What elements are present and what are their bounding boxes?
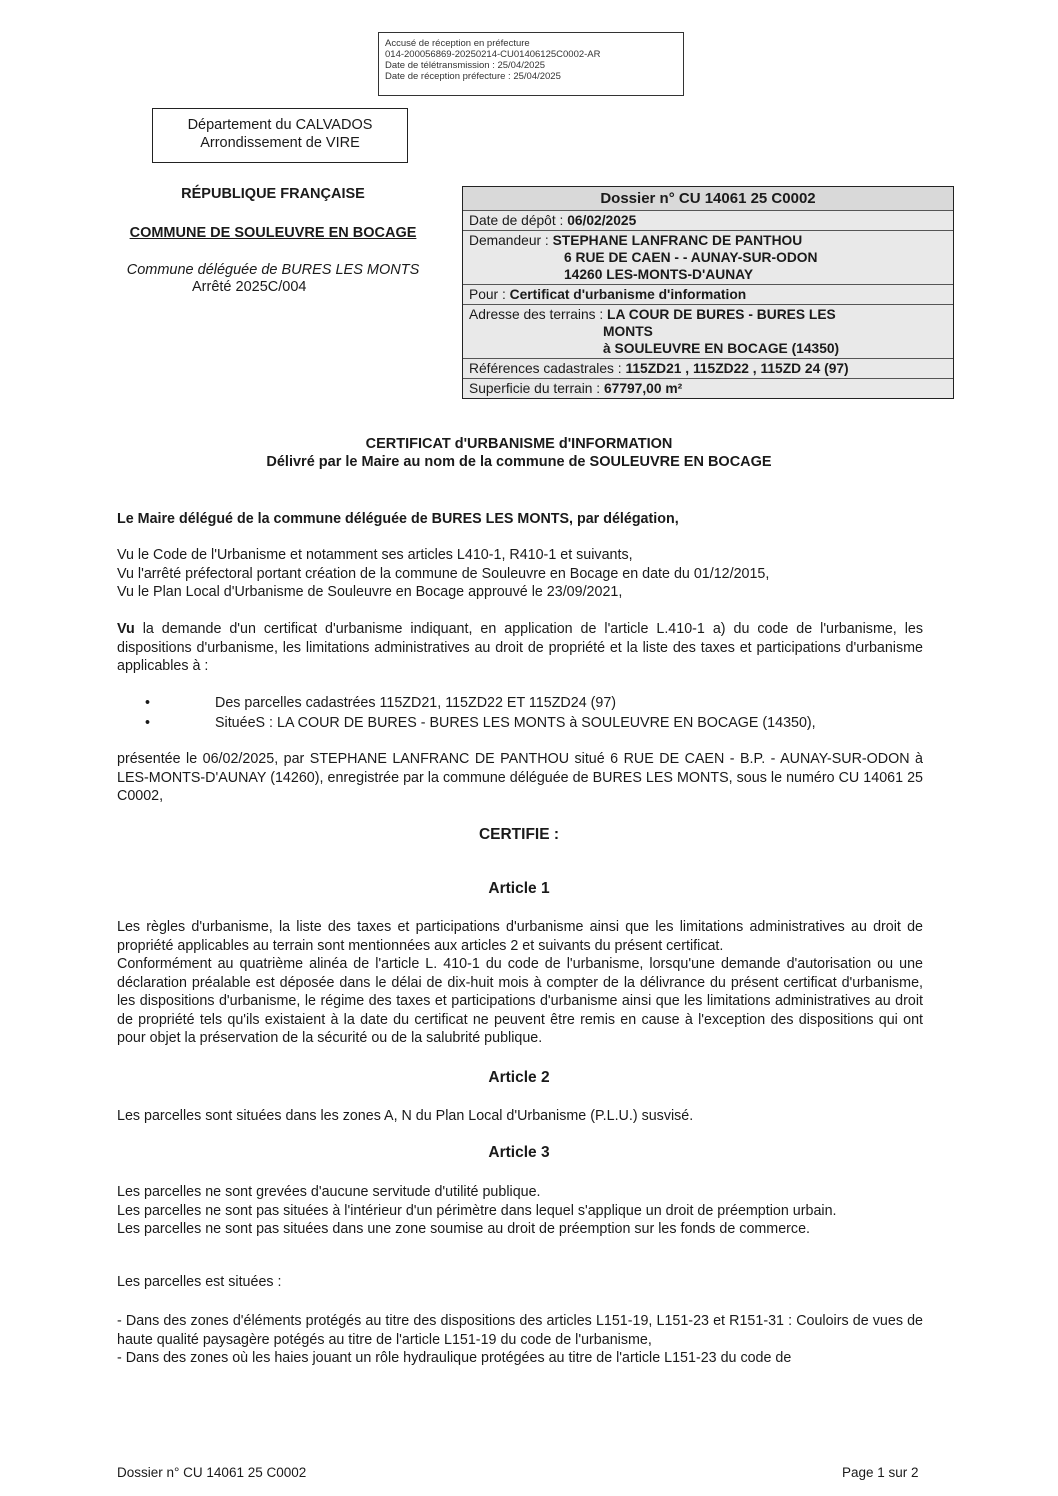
bullet-text: SituéeS : LA COUR DE BURES - BURES LES MONTS à SOULEUVRE EN BOCAGE (14350),	[215, 715, 816, 731]
pour-row	[463, 284, 953, 304]
vu-bold: Vu	[117, 621, 135, 637]
article1-p1: Les règles d'urbanisme, la liste des taxes et participations d'urbanisme ainsi que les limitations administratives au droit de propriété applicables au terrain sont mentionnées aux articles 2 et suivants du présent certificat.	[117, 919, 923, 954]
date-depot-label: Date de dépôt :	[469, 213, 564, 228]
article2-text: Les parcelles sont situées dans les zones A, N du Plan Local d'Urbanisme (P.L.U.) susvisé.	[117, 1108, 694, 1124]
adresse-value: LA COUR DE BURES - BURES LES	[607, 307, 836, 322]
certifie-heading: CERTIFIE :	[478, 826, 560, 843]
title-line2: Délivré par le Maire au nom de la commune de SOULEUVRE EN BOCAGE	[266, 454, 772, 470]
superficie-value: 67797,00 m²	[603, 381, 683, 396]
stamp-line: Date de télétransmission : 25/04/2025	[385, 60, 546, 71]
refs-row	[463, 358, 953, 378]
commune-heading: COMMUNE DE SOULEUVRE EN BOCAGE	[129, 225, 417, 241]
vu-code: Vu le Code de l'Urbanisme et notamment ses articles L410-1, R410-1 et suivants,	[117, 547, 633, 563]
footer-page: Page 1 sur 2	[842, 1465, 919, 1480]
arrondissement: Arrondissement de VIRE	[200, 135, 360, 151]
pour-value: Certificat d'urbanisme d'information	[509, 287, 747, 302]
superficie-row	[463, 378, 953, 398]
republique-heading: RÉPUBLIQUE FRANÇAISE	[181, 186, 365, 202]
date-depot-row	[463, 210, 953, 230]
title-line1: CERTIFICAT d'URBANISME d'INFORMATION	[365, 436, 673, 452]
demandeur-name: STEPHANE LANFRANC DE PANTHOU	[552, 233, 803, 248]
article3-p6: - Dans des zones où les haies jouant un rôle hydraulique protégées au titre de l'article L151-23 du code de	[117, 1350, 792, 1366]
article3-p4: Les parcelles est situées :	[117, 1274, 282, 1290]
vu-demande	[117, 620, 923, 676]
stamp-line: 014-200056869-20250214-CU01406125C0002-AR	[385, 49, 601, 60]
article3-p5: - Dans des zones d'éléments protégés au titre des dispositions des articles L151-19, L151-23 et R151-31 : Couloirs de vues de haute qualité paysagère potégés au titre de l'article L151-19 du code de l'urbanisme,	[117, 1313, 923, 1348]
departement: Département du CALVADOS	[187, 117, 373, 133]
article1-heading: Article 1	[488, 880, 550, 897]
refs-value: 115ZD21 , 115ZD22 , 115ZD 24 (97)	[625, 361, 849, 376]
superficie-label: Superficie du terrain :	[469, 381, 601, 396]
presentee-paragraph: présentée le 06/02/2025, par STEPHANE LANFRANC DE PANTHOU situé 6 RUE DE CAEN - B.P. - AUNAY-SUR-ODON à LES-MONTS-D'AUNAY (14260), enregistrée par la commune déléguée de BURES LES MONTS, sous le numéro CU 14061 25 C0002,	[117, 751, 923, 804]
maire-line: Le Maire délégué de la commune déléguée de BURES LES MONTS, par délégation,	[117, 511, 679, 527]
article3-p1: Les parcelles ne sont grevées d'aucune servitude d'utilité publique.	[117, 1184, 541, 1200]
pour-label: Pour :	[469, 287, 506, 302]
department-box	[152, 108, 408, 163]
bullet-text: Des parcelles cadastrées 115ZD21, 115ZD22 ET 115ZD24 (97)	[215, 695, 617, 711]
adresse-label: Adresse des terrains :	[469, 307, 604, 322]
bullet-parcelles: • Des parcelles cadastrées 115ZD21, 115ZD22 ET 115ZD24 (97)	[145, 695, 617, 711]
certificate-title	[100, 435, 938, 471]
stamp-line: Date de réception préfecture : 25/04/2025	[385, 71, 561, 82]
adresse-commune: à SOULEUVRE EN BOCAGE (14350)	[603, 341, 840, 356]
demandeur-city: 14260 LES-MONTS-D'AUNAY	[564, 267, 754, 282]
stamp-line: Accusé de réception en préfecture	[385, 38, 530, 49]
article3-p3: Les parcelles ne sont pas situées dans une zone soumise au droit de préemption sur les fonds de commerce.	[117, 1221, 810, 1237]
footer-dossier: Dossier n° CU 14061 25 C0002	[117, 1465, 307, 1480]
dossier-box	[462, 186, 954, 399]
demandeur-label: Demandeur :	[469, 233, 549, 248]
vu-plu: Vu le Plan Local d'Urbanisme de Souleuvre en Bocage approuvé le 23/09/2021,	[117, 584, 623, 600]
dossier-number: Dossier n° CU 14061 25 C0002	[463, 187, 953, 210]
vu-block	[117, 546, 923, 602]
date-depot-value: 06/02/2025	[567, 213, 637, 228]
article1-p2: Conformément au quatrième alinéa de l'article L. 410-1 du code de l'urbanisme, lorsqu'une demande d'autorisation ou une déclaration préalable est déposée dans le délai de dix-huit mois à compter de la délivrance du présent certificat d'urbanisme, les dispositions d'urbanisme, le régime des taxes et participations d'urbanisme ainsi que les limitations administratives au droit de propriété tels qu'ils existaient à la date du certificat ne peuvent être remis en cause à l'exception des dispositions qui ont pour objet la préservation de la sécurité ou de la salubrité publique.	[117, 956, 923, 1046]
adresse-row	[463, 304, 953, 358]
commune-deleguee: Commune déléguée de BURES LES MONTS	[126, 262, 420, 278]
article3-text	[117, 1183, 923, 1239]
refs-label: Références cadastrales :	[469, 361, 622, 376]
reception-stamp	[378, 32, 684, 96]
article3-heading: Article 3	[488, 1144, 550, 1161]
demandeur-address: 6 RUE DE CAEN - - AUNAY-SUR-ODON	[564, 250, 818, 265]
article2-heading: Article 2	[488, 1069, 550, 1086]
article3-list	[117, 1312, 923, 1368]
bullet-situees: • SituéeS : LA COUR DE BURES - BURES LES MONTS à SOULEUVRE EN BOCAGE (14350),	[145, 715, 816, 731]
vu-arrete: Vu l'arrêté préfectoral portant création de la commune de Souleuvre en Bocage en date du 01/12/2015,	[117, 565, 770, 582]
demandeur-row	[463, 230, 953, 284]
adresse-value-cont: MONTS	[603, 324, 653, 339]
vu-demande-text: la demande d'un certificat d'urbanisme indiquant, en application de l'article L.410-1 a) du code de l'urbanisme, les dispositions d'urbanisme, les limitations administratives au droit de propriété et la liste des taxes et participations d'urbanisme applicables à :	[117, 621, 923, 674]
article1-text	[117, 918, 923, 1048]
arrete-number: Arrêté 2025C/004	[192, 279, 307, 295]
article3-p2: Les parcelles ne sont pas situées à l'intérieur d'un périmètre dans lequel s'applique un droit de préemption urbain.	[117, 1202, 837, 1219]
